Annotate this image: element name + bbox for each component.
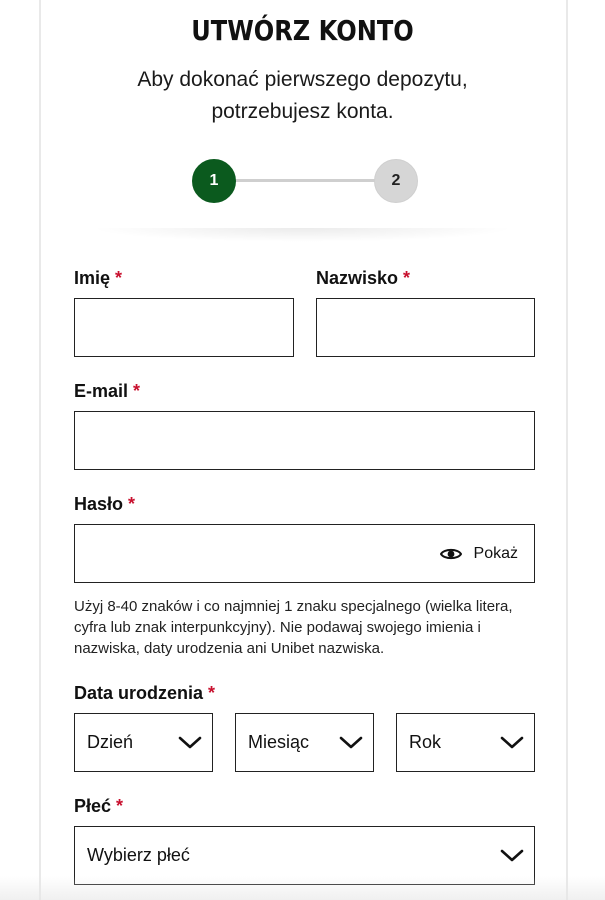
birth-year-select[interactable] xyxy=(396,713,535,772)
page-title: UTWÓRZ KONTO xyxy=(191,14,414,47)
chevron-down-icon xyxy=(500,736,524,750)
show-password-label: Pokaż xyxy=(473,544,518,562)
chevron-down-icon xyxy=(178,736,202,750)
required-marker: * xyxy=(403,268,411,288)
stepper-line xyxy=(232,179,378,182)
step-2: 2 xyxy=(374,159,418,203)
chevron-down-icon xyxy=(339,736,363,750)
page-subtitle xyxy=(0,64,605,128)
birth-month-select[interactable] xyxy=(235,713,374,772)
birth-year-placeholder: Rok xyxy=(409,732,442,752)
required-marker: * xyxy=(128,494,136,514)
password-label xyxy=(74,494,135,515)
subtitle-line-1: Aby dokonać pierwszego depozytu, xyxy=(137,68,468,91)
required-marker: * xyxy=(116,796,124,816)
last-name-label xyxy=(316,268,410,289)
step-1: 1 xyxy=(192,159,236,203)
email-label-text: E-mail xyxy=(74,381,129,401)
first-name-label-text: Imię xyxy=(74,268,111,288)
birth-month-placeholder: Miesiąc xyxy=(248,732,310,752)
show-password-toggle[interactable] xyxy=(440,525,518,582)
subtitle-line-2: potrzebujesz konta. xyxy=(211,100,394,123)
first-name-input[interactable] xyxy=(74,298,294,357)
email-label xyxy=(74,381,140,402)
eye-icon xyxy=(440,546,462,562)
last-name-input[interactable] xyxy=(316,298,535,357)
chevron-down-icon xyxy=(500,849,524,863)
password-label-text: Hasło xyxy=(74,494,124,514)
email-input[interactable] xyxy=(74,411,535,470)
progress-stepper xyxy=(192,159,418,203)
birth-day-select[interactable] xyxy=(74,713,213,772)
right-border xyxy=(566,0,568,900)
required-marker: * xyxy=(133,381,141,401)
gender-label-text: Płeć xyxy=(74,796,112,816)
gender-placeholder: Wybierz płeć xyxy=(87,845,190,865)
gender-label xyxy=(74,796,123,817)
password-input[interactable] xyxy=(74,524,535,583)
password-hint: Użyj 8-40 znaków i co najmniej 1 znaku specjalnego (wielka litera, cyfra lub znak interpunkcyjny). Nie podawaj swojego imienia i nazwiska, daty urodzenia ani Unibet nazwiska. xyxy=(74,598,513,657)
required-marker: * xyxy=(115,268,123,288)
first-name-label xyxy=(74,268,122,289)
birth-day-placeholder: Dzień xyxy=(87,732,134,752)
birth-date-label-text: Data urodzenia xyxy=(74,683,204,703)
left-border xyxy=(39,0,41,900)
section-divider-shadow xyxy=(90,228,515,242)
birth-date-label xyxy=(74,683,215,704)
required-marker: * xyxy=(208,683,216,703)
last-name-label-text: Nazwisko xyxy=(316,268,399,288)
bottom-fade xyxy=(0,876,605,900)
